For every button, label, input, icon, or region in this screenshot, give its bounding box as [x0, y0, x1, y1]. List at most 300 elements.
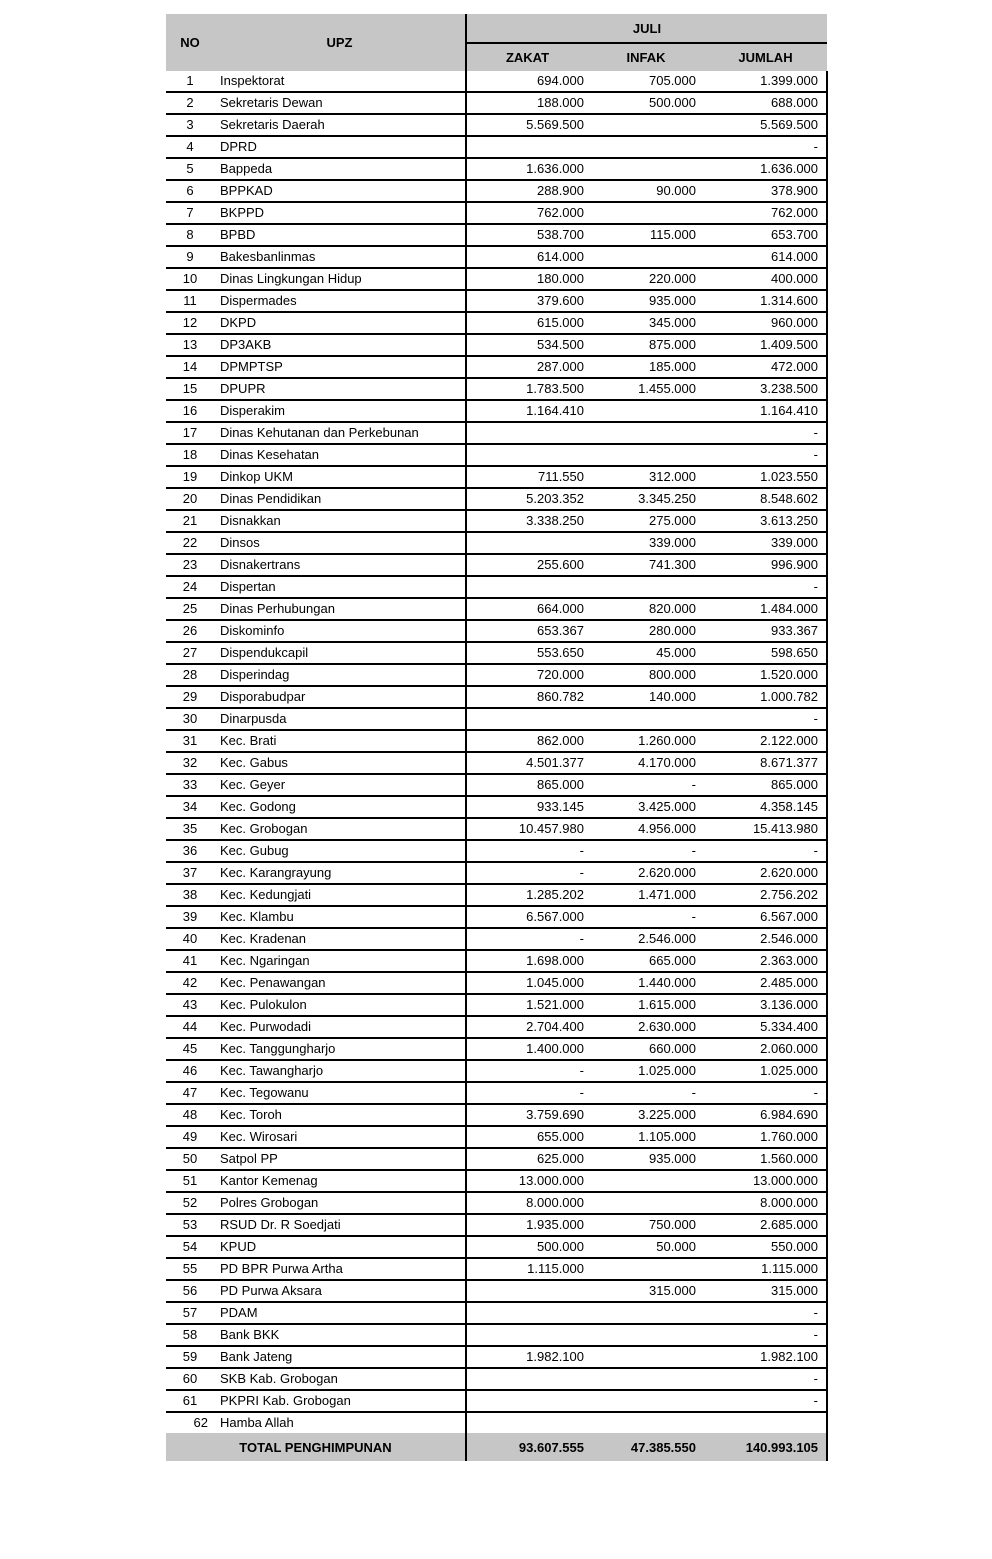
cell-upz: Dinarpusda — [214, 708, 466, 730]
cell-zakat: 4.501.377 — [466, 752, 588, 774]
table-row — [166, 378, 827, 400]
cell-jumlah: 8.548.602 — [704, 488, 827, 510]
cell-infak — [588, 1192, 704, 1214]
cell-zakat: 6.567.000 — [466, 906, 588, 928]
cell-zakat: 1.164.410 — [466, 400, 588, 422]
cell-no: 41 — [166, 950, 214, 972]
cell-upz: Dinas Kesehatan — [214, 444, 466, 466]
cell-zakat — [466, 1324, 588, 1346]
cell-zakat — [466, 576, 588, 598]
table-row — [166, 290, 827, 312]
table-row — [166, 1016, 827, 1038]
cell-infak — [588, 114, 704, 136]
table-row — [166, 1324, 827, 1346]
cell-infak: 3.425.000 — [588, 796, 704, 818]
table-row — [166, 158, 827, 180]
cell-jumlah: 13.000.000 — [704, 1170, 827, 1192]
cell-infak: 750.000 — [588, 1214, 704, 1236]
cell-no: 5 — [166, 158, 214, 180]
table-row — [166, 1236, 827, 1258]
cell-jumlah: - — [704, 444, 827, 466]
table-row — [166, 400, 827, 422]
cell-no: 4 — [166, 136, 214, 158]
cell-jumlah: 1.399.000 — [704, 71, 827, 92]
cell-infak: 1.471.000 — [588, 884, 704, 906]
table-row — [166, 1148, 827, 1170]
cell-no: 12 — [166, 312, 214, 334]
cell-jumlah: 8.671.377 — [704, 752, 827, 774]
table-row — [166, 928, 827, 950]
cell-no: 9 — [166, 246, 214, 268]
cell-upz: DPMPTSP — [214, 356, 466, 378]
cell-upz: KPUD — [214, 1236, 466, 1258]
table-row — [166, 994, 827, 1016]
cell-zakat: 860.782 — [466, 686, 588, 708]
cell-jumlah: 614.000 — [704, 246, 827, 268]
cell-zakat: 1.045.000 — [466, 972, 588, 994]
cell-zakat: 188.000 — [466, 92, 588, 114]
cell-no: 55 — [166, 1258, 214, 1280]
cell-infak: 1.440.000 — [588, 972, 704, 994]
cell-no: 48 — [166, 1104, 214, 1126]
cell-no: 3 — [166, 114, 214, 136]
cell-no: 60 — [166, 1368, 214, 1390]
cell-zakat: 288.900 — [466, 180, 588, 202]
cell-no: 53 — [166, 1214, 214, 1236]
cell-upz: PKPRI Kab. Grobogan — [214, 1390, 466, 1412]
table-row — [166, 730, 827, 752]
header-zakat: ZAKAT — [466, 43, 588, 71]
cell-jumlah: - — [704, 708, 827, 730]
cell-no: 46 — [166, 1060, 214, 1082]
cell-infak — [588, 444, 704, 466]
cell-upz: Kec. Wirosari — [214, 1126, 466, 1148]
cell-no: 1 — [166, 71, 214, 92]
cell-jumlah: 2.122.000 — [704, 730, 827, 752]
table-row — [166, 246, 827, 268]
cell-upz: Dispendukcapil — [214, 642, 466, 664]
table-row — [166, 1412, 827, 1433]
cell-infak: 500.000 — [588, 92, 704, 114]
cell-upz: Kec. Gubug — [214, 840, 466, 862]
cell-infak: - — [588, 1082, 704, 1104]
cell-no: 19 — [166, 466, 214, 488]
cell-infak: 339.000 — [588, 532, 704, 554]
cell-zakat: 1.935.000 — [466, 1214, 588, 1236]
cell-no: 14 — [166, 356, 214, 378]
cell-zakat: 711.550 — [466, 466, 588, 488]
cell-infak — [588, 708, 704, 730]
cell-zakat — [466, 1368, 588, 1390]
cell-upz: Bappeda — [214, 158, 466, 180]
cell-no: 8 — [166, 224, 214, 246]
cell-zakat: 5.569.500 — [466, 114, 588, 136]
table-row — [166, 576, 827, 598]
cell-zakat: 379.600 — [466, 290, 588, 312]
cell-jumlah: 472.000 — [704, 356, 827, 378]
cell-infak: 4.170.000 — [588, 752, 704, 774]
cell-infak: 45.000 — [588, 642, 704, 664]
cell-infak: 90.000 — [588, 180, 704, 202]
table-row — [166, 1280, 827, 1302]
cell-infak — [588, 1302, 704, 1324]
cell-zakat: - — [466, 862, 588, 884]
cell-infak: 2.546.000 — [588, 928, 704, 950]
cell-infak: 280.000 — [588, 620, 704, 642]
cell-upz: Dinas Lingkungan Hidup — [214, 268, 466, 290]
cell-jumlah: 688.000 — [704, 92, 827, 114]
cell-jumlah: 1.982.100 — [704, 1346, 827, 1368]
cell-jumlah: - — [704, 1390, 827, 1412]
cell-infak: 2.630.000 — [588, 1016, 704, 1038]
cell-infak — [588, 246, 704, 268]
cell-jumlah: 1.115.000 — [704, 1258, 827, 1280]
total-jumlah: 140.993.105 — [704, 1433, 827, 1461]
table-row — [166, 642, 827, 664]
cell-jumlah: 653.700 — [704, 224, 827, 246]
header-infak: INFAK — [588, 43, 704, 71]
cell-zakat: 3.759.690 — [466, 1104, 588, 1126]
total-row — [166, 1433, 827, 1461]
cell-upz: Sekretaris Dewan — [214, 92, 466, 114]
cell-upz: Diskominfo — [214, 620, 466, 642]
cell-infak: 660.000 — [588, 1038, 704, 1060]
cell-infak: 1.105.000 — [588, 1126, 704, 1148]
header-jumlah: JUMLAH — [704, 43, 827, 71]
cell-infak: 312.000 — [588, 466, 704, 488]
cell-upz: Kec. Brati — [214, 730, 466, 752]
cell-no: 30 — [166, 708, 214, 730]
cell-upz: Kec. Kedungjati — [214, 884, 466, 906]
total-zakat: 93.607.555 — [466, 1433, 588, 1461]
cell-jumlah: 2.546.000 — [704, 928, 827, 950]
cell-infak — [588, 1170, 704, 1192]
cell-infak: 315.000 — [588, 1280, 704, 1302]
cell-zakat: 1.636.000 — [466, 158, 588, 180]
cell-jumlah: 15.413.980 — [704, 818, 827, 840]
cell-jumlah: 6.567.000 — [704, 906, 827, 928]
cell-zakat: 1.400.000 — [466, 1038, 588, 1060]
cell-jumlah: 1.314.600 — [704, 290, 827, 312]
cell-jumlah: 2.685.000 — [704, 1214, 827, 1236]
table-row — [166, 708, 827, 730]
cell-infak: 3.225.000 — [588, 1104, 704, 1126]
cell-zakat: 933.145 — [466, 796, 588, 818]
cell-jumlah: 2.060.000 — [704, 1038, 827, 1060]
cell-zakat: 1.783.500 — [466, 378, 588, 400]
cell-zakat: 287.000 — [466, 356, 588, 378]
cell-zakat: 653.367 — [466, 620, 588, 642]
table-row — [166, 92, 827, 114]
cell-jumlah: 6.984.690 — [704, 1104, 827, 1126]
cell-jumlah: 8.000.000 — [704, 1192, 827, 1214]
cell-no: 21 — [166, 510, 214, 532]
table-row — [166, 114, 827, 136]
cell-zakat: 553.650 — [466, 642, 588, 664]
cell-no: 49 — [166, 1126, 214, 1148]
cell-jumlah: 1.560.000 — [704, 1148, 827, 1170]
table-row — [166, 664, 827, 686]
cell-upz: DPUPR — [214, 378, 466, 400]
cell-jumlah: 5.334.400 — [704, 1016, 827, 1038]
cell-upz: Dinas Kehutanan dan Perkebunan — [214, 422, 466, 444]
cell-upz: PD BPR Purwa Artha — [214, 1258, 466, 1280]
cell-no: 11 — [166, 290, 214, 312]
cell-no: 42 — [166, 972, 214, 994]
cell-jumlah: 2.363.000 — [704, 950, 827, 972]
cell-no: 50 — [166, 1148, 214, 1170]
table-row — [166, 268, 827, 290]
cell-no: 13 — [166, 334, 214, 356]
table-row — [166, 1192, 827, 1214]
cell-infak — [588, 422, 704, 444]
table-row — [166, 334, 827, 356]
cell-zakat: 538.700 — [466, 224, 588, 246]
cell-upz: Disnakkan — [214, 510, 466, 532]
cell-upz: Dispertan — [214, 576, 466, 598]
table-row — [166, 224, 827, 246]
table-row — [166, 1038, 827, 1060]
cell-zakat: - — [466, 928, 588, 950]
cell-zakat: 5.203.352 — [466, 488, 588, 510]
table-row — [166, 1368, 827, 1390]
cell-infak: 665.000 — [588, 950, 704, 972]
cell-no: 32 — [166, 752, 214, 774]
cell-no: 44 — [166, 1016, 214, 1038]
cell-upz: PDAM — [214, 1302, 466, 1324]
cell-upz: DKPD — [214, 312, 466, 334]
cell-zakat: 1.521.000 — [466, 994, 588, 1016]
header-no: NO — [166, 14, 214, 71]
cell-zakat — [466, 422, 588, 444]
cell-zakat — [466, 532, 588, 554]
table-row — [166, 356, 827, 378]
cell-no: 24 — [166, 576, 214, 598]
table-row — [166, 774, 827, 796]
cell-jumlah: 1.484.000 — [704, 598, 827, 620]
table-row — [166, 950, 827, 972]
cell-infak: 875.000 — [588, 334, 704, 356]
cell-upz: Kec. Penawangan — [214, 972, 466, 994]
cell-upz: Kec. Geyer — [214, 774, 466, 796]
total-infak: 47.385.550 — [588, 1433, 704, 1461]
table-row — [166, 510, 827, 532]
cell-zakat: 762.000 — [466, 202, 588, 224]
cell-no: 57 — [166, 1302, 214, 1324]
cell-infak: - — [588, 840, 704, 862]
cell-no: 38 — [166, 884, 214, 906]
cell-no: 45 — [166, 1038, 214, 1060]
cell-upz: Kec. Godong — [214, 796, 466, 818]
cell-infak: - — [588, 906, 704, 928]
cell-infak: 140.000 — [588, 686, 704, 708]
cell-upz: Hamba Allah — [220, 1415, 294, 1430]
cell-no: 37 — [166, 862, 214, 884]
cell-upz: Disnakertrans — [214, 554, 466, 576]
table-row — [166, 752, 827, 774]
cell-upz: BKPPD — [214, 202, 466, 224]
cell-infak: 3.345.250 — [588, 488, 704, 510]
table-row — [166, 488, 827, 510]
cell-no: 56 — [166, 1280, 214, 1302]
cell-zakat: - — [466, 1082, 588, 1104]
table-row — [166, 1126, 827, 1148]
cell-zakat: 255.600 — [466, 554, 588, 576]
cell-jumlah: 2.620.000 — [704, 862, 827, 884]
cell-zakat — [466, 444, 588, 466]
table-row — [166, 796, 827, 818]
cell-upz: Disperindag — [214, 664, 466, 686]
cell-infak — [588, 1258, 704, 1280]
cell-upz: Dinkop UKM — [214, 466, 466, 488]
cell-zakat: 625.000 — [466, 1148, 588, 1170]
table-footer — [166, 1433, 827, 1461]
cell-upz: Kec. Toroh — [214, 1104, 466, 1126]
cell-upz: Kec. Tegowanu — [214, 1082, 466, 1104]
table-row — [166, 466, 827, 488]
cell-no: 23 — [166, 554, 214, 576]
cell-no: 58 — [166, 1324, 214, 1346]
cell-infak: 4.956.000 — [588, 818, 704, 840]
cell-jumlah: 3.136.000 — [704, 994, 827, 1016]
cell-zakat: 655.000 — [466, 1126, 588, 1148]
cell-no: 20 — [166, 488, 214, 510]
cell-no: 52 — [166, 1192, 214, 1214]
cell-infak: 1.025.000 — [588, 1060, 704, 1082]
cell-infak: 741.300 — [588, 554, 704, 576]
cell-upz: Kec. Grobogan — [214, 818, 466, 840]
cell-no: 7 — [166, 202, 214, 224]
cell-upz: BPPKAD — [214, 180, 466, 202]
cell-no: 17 — [166, 422, 214, 444]
cell-zakat — [466, 1390, 588, 1412]
cell-zakat: 1.285.202 — [466, 884, 588, 906]
cell-upz: Dinas Perhubungan — [214, 598, 466, 620]
table-row — [166, 972, 827, 994]
cell-no: 51 — [166, 1170, 214, 1192]
cell-zakat — [466, 708, 588, 730]
cell-zakat: 1.698.000 — [466, 950, 588, 972]
cell-no: 28 — [166, 664, 214, 686]
cell-no: 54 — [166, 1236, 214, 1258]
table-row — [166, 532, 827, 554]
cell-infak — [588, 1412, 704, 1433]
cell-no: 2 — [166, 92, 214, 114]
cell-upz: Kantor Kemenag — [214, 1170, 466, 1192]
cell-infak: 220.000 — [588, 268, 704, 290]
cell-jumlah: 598.650 — [704, 642, 827, 664]
cell-zakat: - — [466, 1060, 588, 1082]
cell-infak: - — [588, 774, 704, 796]
cell-jumlah: 1.760.000 — [704, 1126, 827, 1148]
cell-jumlah: - — [704, 1302, 827, 1324]
table-row — [166, 862, 827, 884]
cell-upz: Bank BKK — [214, 1324, 466, 1346]
cell-zakat: - — [466, 840, 588, 862]
table-header — [166, 14, 827, 71]
cell-zakat — [466, 1412, 588, 1433]
cell-upz: Kec. Pulokulon — [214, 994, 466, 1016]
table-row — [166, 202, 827, 224]
cell-zakat: 2.704.400 — [466, 1016, 588, 1038]
cell-no: 40 — [166, 928, 214, 950]
cell-upz: Dinas Pendidikan — [214, 488, 466, 510]
cell-no: 18 — [166, 444, 214, 466]
cell-no: 33 — [166, 774, 214, 796]
cell-no: 47 — [166, 1082, 214, 1104]
cell-infak: 820.000 — [588, 598, 704, 620]
header-upz: UPZ — [214, 14, 466, 71]
table-row — [166, 422, 827, 444]
cell-zakat: 534.500 — [466, 334, 588, 356]
cell-infak: 345.000 — [588, 312, 704, 334]
cell-zakat: 862.000 — [466, 730, 588, 752]
table-row — [166, 1258, 827, 1280]
table-row — [166, 1346, 827, 1368]
cell-no: 34 — [166, 796, 214, 818]
table-row — [166, 1060, 827, 1082]
cell-no: 26 — [166, 620, 214, 642]
cell-upz: PD Purwa Aksara — [214, 1280, 466, 1302]
cell-no: 10 — [166, 268, 214, 290]
cell-upz: Kec. Ngaringan — [214, 950, 466, 972]
cell-infak — [588, 1346, 704, 1368]
cell-no: 16 — [166, 400, 214, 422]
cell-jumlah: - — [704, 1368, 827, 1390]
cell-no: 22 — [166, 532, 214, 554]
cell-zakat: 3.338.250 — [466, 510, 588, 532]
table-row — [166, 686, 827, 708]
cell-jumlah: 4.358.145 — [704, 796, 827, 818]
cell-upz: Kec. Kradenan — [214, 928, 466, 950]
cell-upz: Satpol PP — [214, 1148, 466, 1170]
table-row — [166, 840, 827, 862]
cell-infak: 935.000 — [588, 290, 704, 312]
table-row — [166, 136, 827, 158]
cell-no: 36 — [166, 840, 214, 862]
cell-infak — [588, 400, 704, 422]
cell-zakat — [466, 136, 588, 158]
cell-no: 29 — [166, 686, 214, 708]
cell-upz: SKB Kab. Grobogan — [214, 1368, 466, 1390]
cell-infak — [588, 158, 704, 180]
cell-jumlah: 1.409.500 — [704, 334, 827, 356]
cell-upz: Polres Grobogan — [214, 1192, 466, 1214]
cell-infak: 705.000 — [588, 71, 704, 92]
cell-no: 62 — [193, 1415, 208, 1430]
cell-zakat: 664.000 — [466, 598, 588, 620]
table-row — [166, 71, 827, 92]
table-row — [166, 444, 827, 466]
cell-upz: Disporabudpar — [214, 686, 466, 708]
cell-jumlah: - — [704, 1324, 827, 1346]
cell-upz: DP3AKB — [214, 334, 466, 356]
cell-infak: 115.000 — [588, 224, 704, 246]
cell-jumlah: - — [704, 136, 827, 158]
cell-upz: Bank Jateng — [214, 1346, 466, 1368]
cell-zakat: 694.000 — [466, 71, 588, 92]
cell-zakat: 1.115.000 — [466, 1258, 588, 1280]
cell-no: 31 — [166, 730, 214, 752]
cell-infak: 50.000 — [588, 1236, 704, 1258]
cell-infak: 2.620.000 — [588, 862, 704, 884]
header-month: JULI — [466, 14, 827, 43]
total-label: TOTAL PENGHIMPUNAN — [166, 1433, 466, 1461]
cell-jumlah: 400.000 — [704, 268, 827, 290]
table-row — [166, 598, 827, 620]
table-row — [166, 312, 827, 334]
cell-zakat: 1.982.100 — [466, 1346, 588, 1368]
